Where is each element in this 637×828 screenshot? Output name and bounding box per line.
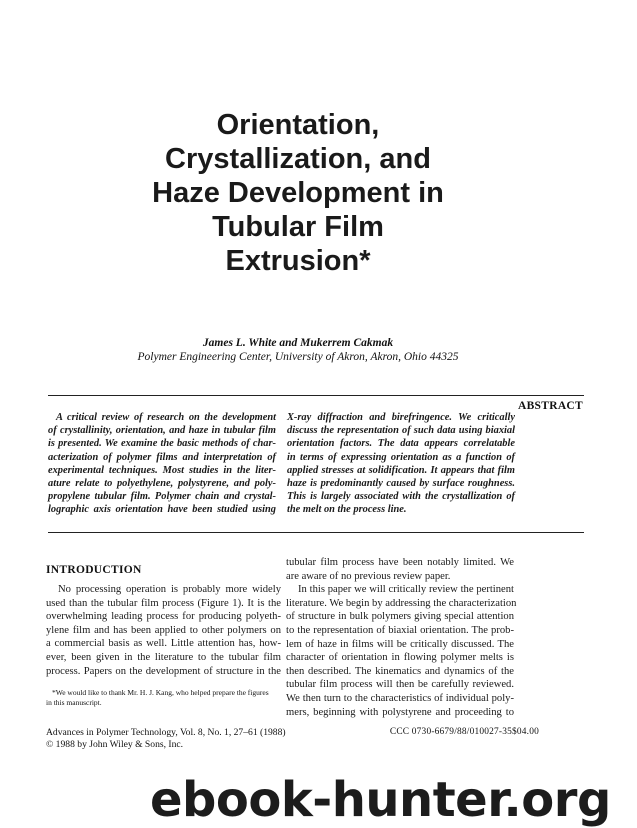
section-heading-introduction: INTRODUCTION — [46, 564, 142, 576]
abstract-label: ABSTRACT — [517, 400, 583, 412]
intro-right-column — [286, 556, 517, 719]
body-line: ever, been given in the literature to the tubular film — [46, 651, 281, 663]
citation-line: Advances in Polymer Technology, Vol. 8, No. 1, 27–61 (1988) — [46, 727, 286, 738]
body-line: a commercial basis as well. Little attention has, how- — [46, 638, 281, 650]
abstract-line: the melt on the process line. — [287, 504, 407, 516]
abstract-line: acterization of polymer films and interpretation of — [48, 451, 276, 463]
body-line: used than the tubular film process (Figure 1). It is the — [46, 597, 281, 609]
body-line: We then turn to the characteristics of individual poly- — [286, 692, 514, 704]
abstract-line: ature relate to polyethylene, polystyrene, and poly- — [48, 478, 276, 490]
body-line: literature. We begin by addressing the characterization — [286, 597, 517, 609]
abstract-line: experimental techniques. Most studies in the liter- — [48, 464, 276, 476]
body-line: overwhelming leading process for producing polyeth- — [46, 611, 281, 623]
body-line: ylene film and has been applied to other polymers on — [46, 624, 281, 636]
title-line: Crystallization, and — [165, 143, 431, 175]
footnote-line: in this manuscript. — [46, 697, 102, 707]
abstract-line: propylene tubular film. Polymer chain and crystal- — [48, 491, 276, 503]
abstract-line: in terms of expressing orientation as a function of — [287, 451, 515, 463]
body-line: tubular film process will then be carefully reviewed. — [286, 679, 514, 691]
title-line: Tubular Film — [212, 211, 384, 243]
footnote — [46, 688, 282, 707]
abstract-right-column — [287, 411, 515, 517]
abstract-line: is presented. We examine the basic methods of char- — [48, 438, 276, 450]
abstract-line: of crystallinity, orientation, and haze in tubular film — [48, 425, 276, 437]
title-line: Extrusion* — [225, 245, 371, 277]
abstract-line: This is largely associated with the crystallization of — [287, 491, 515, 503]
abstract-line: orientation factors. The data appears correlatable — [287, 438, 515, 450]
body-line: then described. The kinematics and dynamics of the — [286, 665, 514, 677]
body-line: process. Papers on the development of structure in the — [46, 665, 281, 677]
journal-citation — [46, 727, 286, 752]
body-line: No processing operation is probably more widely — [58, 584, 281, 595]
title-line: Haze Development in — [152, 177, 444, 209]
body-line: are aware of no previous review paper. — [286, 570, 451, 582]
body-line: to the representation of biaxial orientation. The prob- — [286, 624, 514, 636]
body-line: of structure in bulk polymers giving special attention — [286, 611, 514, 623]
body-line: character of orientation in flowing polymer melts is — [286, 652, 514, 664]
citation-line: © 1988 by John Wiley & Sons, Inc. — [46, 739, 184, 751]
body-line: lem of haze in films will be critically discussed. The — [286, 638, 514, 650]
abstract-line: lographic axis orientation have been studied using — [48, 504, 276, 516]
watermark: ebook-hunter.org — [150, 772, 611, 828]
intro-left-column — [46, 583, 281, 678]
copyright-code: CCC 0730-6679/88/010027-35$04.00 — [389, 727, 539, 737]
abstract-line: discuss the representation of such data using biaxial — [287, 425, 515, 437]
abstract-line: haze is predominantly caused by surface roughness. — [287, 478, 515, 490]
body-line: tubular film process have been notably limited. We — [286, 557, 514, 568]
author-block — [60, 336, 536, 364]
abstract-line: applied stresses at solidification. It appears that film — [287, 464, 515, 476]
footnote-line: *We would like to thank Mr. H. J. Kang, who helped prepare the figures — [52, 688, 269, 697]
author-affiliation: Polymer Engineering Center, University of Akron, Akron, Ohio 44325 — [137, 351, 459, 363]
title-line: Orientation, — [216, 109, 380, 141]
abstract-line: X-ray diffraction and birefringence. We critically — [287, 412, 515, 423]
body-line: mers, beginning with polystyrene and proceeding to — [286, 706, 514, 718]
abstract-left-column — [48, 411, 276, 517]
author-names: James L. White and Mukerrem Cakmak — [202, 337, 394, 349]
article-title — [60, 108, 536, 278]
abstract-bottom-rule — [48, 532, 584, 533]
abstract-top-rule — [48, 395, 584, 396]
abstract-line: A critical review of research on the development — [56, 412, 276, 423]
body-line: In this paper we will critically review the pertinent — [298, 584, 514, 596]
